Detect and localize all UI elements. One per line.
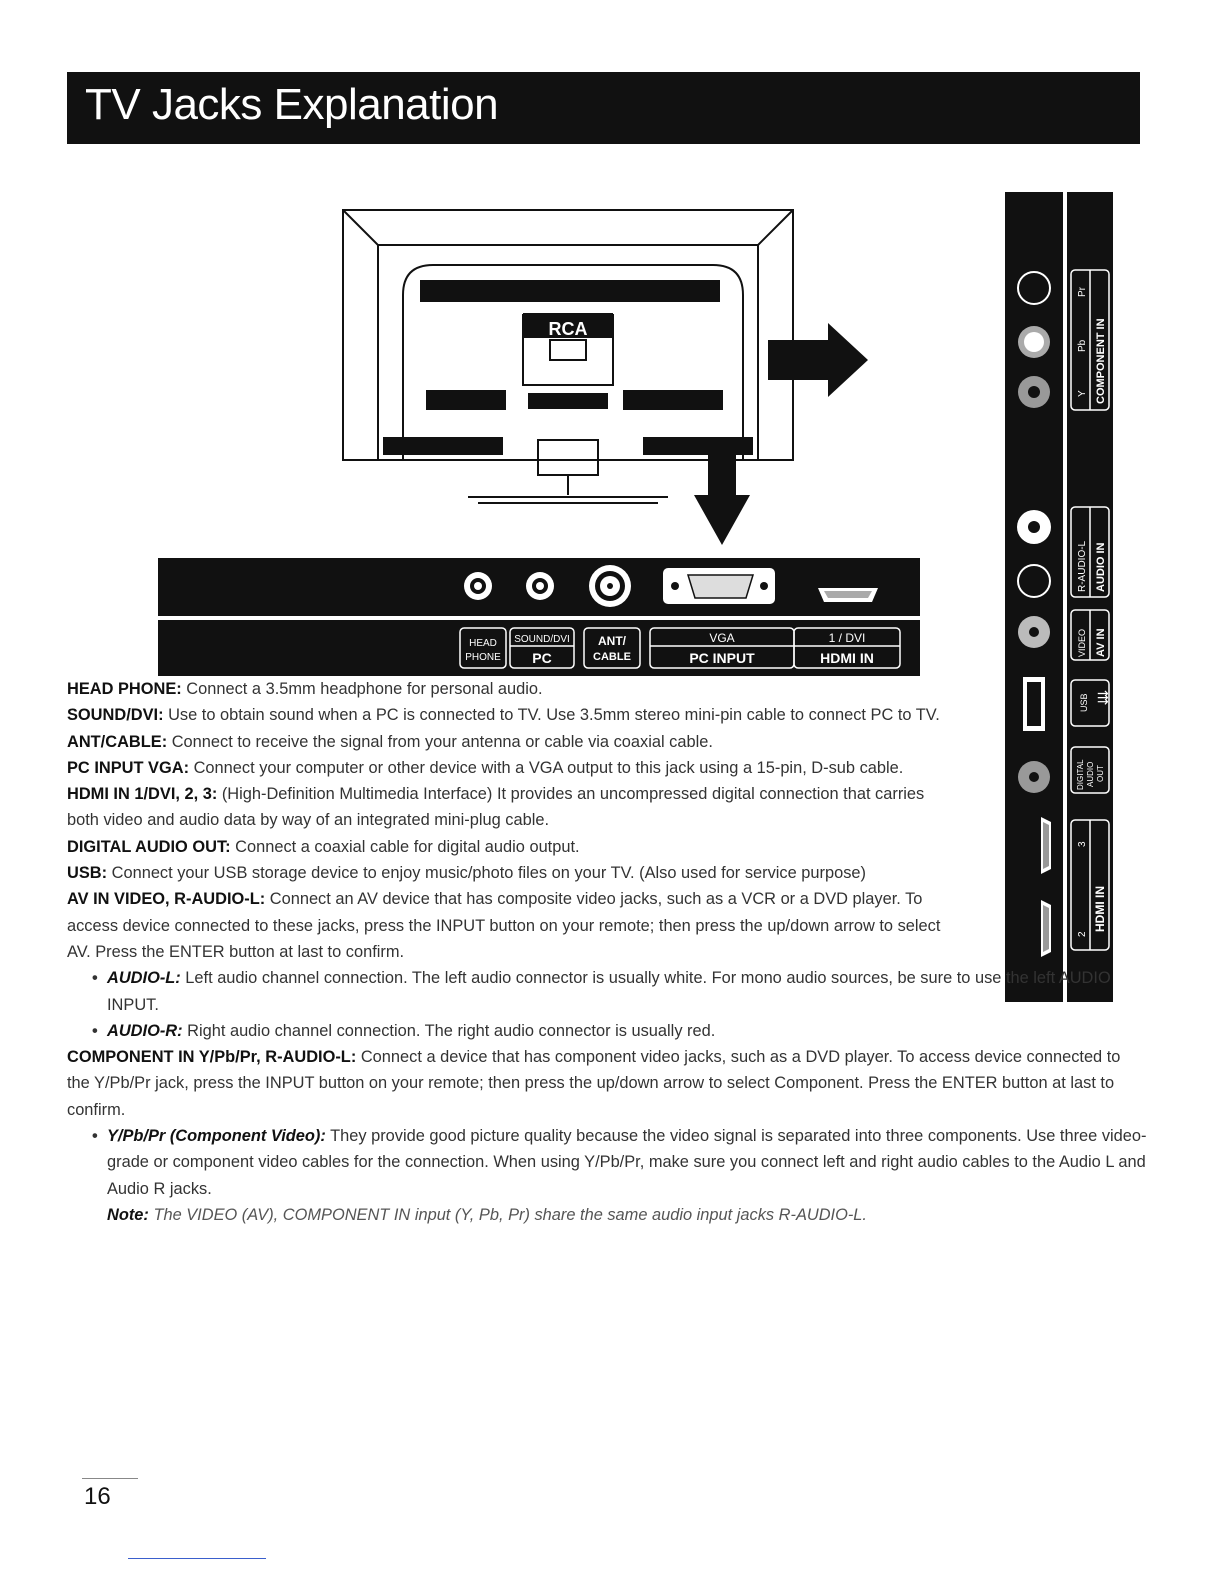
term-ypbpr: Y/Pb/Pr (Component Video): — [107, 1127, 326, 1146]
term-av-in: AV IN VIDEO, R-AUDIO-L: — [67, 890, 266, 909]
desc-ant-cable: Connect to receive the signal from your antenna or cable via coaxial cable. — [167, 732, 713, 751]
video-jack-icon — [1018, 616, 1050, 648]
desc-audio-l: Left audio channel connection. The left audio connector is usually white. For mono audio sources, be sure to use the left AUDIO INPUT. — [107, 969, 1111, 1014]
note-text: The VIDEO (AV), COMPONENT IN input (Y, Pb, Pr) share the same audio input jacks R-AUDIO-L. — [148, 1205, 867, 1224]
desc-usb: Connect your USB storage device to enjoy music/photo files on your TV. (Also used for service purpose) — [107, 864, 866, 883]
footer-link-rule — [128, 1558, 266, 1559]
vga-jack-icon — [663, 568, 775, 604]
desc-pc-input: Connect your computer or other device with a VGA output to this jack using a 15-pin, D-sub cable. — [189, 758, 904, 777]
page-number-rule — [82, 1478, 138, 1479]
arrow-right-icon — [768, 323, 868, 397]
y-label: Y — [1077, 390, 1088, 397]
side-hdmi-in-label: HDMI IN — [1093, 886, 1107, 932]
desc-component: Connect a device that has component video jacks, such as a DVD player. To access device connected to the Y/Pb/Pr jack, press the INPUT button on your remote; then press the up/down arrow to select Component. Press the ENTER button at last to confirm. — [67, 1048, 1121, 1119]
sound-dvi-jack-icon — [526, 572, 554, 600]
r-audio-l-label: R-AUDIO-L — [1077, 540, 1088, 592]
bullet-dot: • — [92, 1127, 98, 1146]
term-head-phone: HEAD PHONE: — [67, 680, 182, 698]
term-pc-input: PC INPUT VGA: — [67, 758, 190, 777]
head-label: HEAD — [469, 638, 497, 649]
hdmi-in-label: HDMI IN — [820, 650, 874, 666]
rca-logo: RCA — [548, 319, 588, 339]
title-bar — [67, 72, 1140, 144]
bullet-dot: • — [92, 969, 98, 988]
bullet-ypbpr — [67, 1123, 1147, 1202]
para-digital-audio — [67, 834, 947, 860]
pr-label: Pr — [1077, 287, 1088, 297]
out-label: OUT — [1096, 765, 1105, 782]
term-audio-l: AUDIO-L: — [107, 969, 181, 988]
page-number: 16 — [84, 1483, 111, 1510]
para-sound-dvi — [67, 702, 947, 728]
para-usb — [67, 860, 977, 886]
bullet-audio-l — [67, 965, 1147, 1018]
pb-label: Pb — [1077, 339, 1088, 352]
audio-r-jack-icon — [1017, 510, 1051, 544]
term-hdmi: HDMI IN 1/DVI, 2, 3: — [67, 785, 218, 804]
term-digital-audio: DIGITAL AUDIO OUT: — [67, 837, 231, 856]
bullet-audio-r — [67, 1018, 1147, 1044]
term-ant-cable: ANT/CABLE: — [67, 732, 168, 751]
audio-in-label: AUDIO IN — [1095, 542, 1107, 592]
desc-hdmi: (High-Definition Multimedia Interface) It provides an uncompressed digital connection that carries both video and audio data by way of an integrated mini-plug cable. — [67, 785, 925, 830]
ant-label: ANT/ — [598, 634, 626, 648]
usb-symbol-icon: ⇶ — [1097, 689, 1109, 705]
term-sound-dvi: SOUND/DVI: — [67, 706, 164, 725]
para-hdmi — [67, 781, 947, 834]
pc-input-label: PC INPUT — [689, 650, 755, 666]
term-component: COMPONENT IN Y/Pb/Pr, R-AUDIO-L: — [67, 1048, 357, 1067]
component-y-jack-icon — [1018, 376, 1050, 408]
para-component — [67, 1044, 1147, 1123]
note-label: Note: — [107, 1205, 149, 1224]
tv-rear-illustration — [338, 205, 878, 550]
bottom-jack-panel — [158, 558, 920, 676]
para-head-phone — [67, 676, 947, 702]
hdmi1-jack-icon — [818, 588, 878, 602]
para-ant-cable — [67, 729, 947, 755]
phone-label: PHONE — [465, 652, 501, 663]
component-pb-jack-icon — [1018, 326, 1050, 358]
hdmi2-number: 2 — [1077, 931, 1088, 937]
video-label: VIDEO — [1077, 628, 1087, 657]
digital-label: DIGITAL — [1076, 759, 1085, 790]
component-in-label: COMPONENT IN — [1095, 318, 1107, 404]
term-audio-r: AUDIO-R: — [107, 1021, 183, 1040]
para-av-in — [67, 886, 947, 965]
note — [67, 1202, 1147, 1228]
desc-audio-r: Right audio channel connection. The right audio connector is usually red. — [182, 1021, 716, 1040]
body-text — [67, 676, 1147, 1228]
term-usb: USB: — [67, 864, 108, 883]
audio-label: AUDIO — [1086, 761, 1095, 787]
vga-label: VGA — [709, 631, 735, 645]
desc-ypbpr: They provide good picture quality because the video signal is separated into three components. Use three video-grade or component video cables for the connection. When using Y/Pb/Pr, make sure you connect left and right audio cables to the Audio L and Audio R jacks. — [107, 1127, 1147, 1198]
page-title: TV Jacks Explanation — [85, 80, 499, 129]
para-pc-input — [67, 755, 947, 781]
desc-av-in: Connect an AV device that has composite video jacks, such as a VCR or a DVD player. To access device connected to these jacks, press the INPUT button on your remote; then press the up/down arrow to select AV. Press the ENTER button at last to confirm. — [67, 890, 941, 961]
desc-head-phone: Connect a 3.5mm headphone for personal audio. — [181, 680, 543, 698]
dvi-label: 1 / DVI — [828, 631, 866, 645]
usb-label: USB — [1079, 693, 1089, 712]
cable-label: CABLE — [593, 651, 631, 663]
pc-label: PC — [532, 650, 552, 666]
desc-sound-dvi: Use to obtain sound when a PC is connected to TV. Use 3.5mm stereo mini-pin cable to connect PC to TV. — [163, 706, 940, 725]
bullet-dot: • — [92, 1021, 98, 1040]
sound-dvi-label: SOUND/DVI — [514, 634, 570, 645]
headphone-jack-icon — [464, 572, 492, 600]
desc-digital-audio: Connect a coaxial cable for digital audio output. — [230, 837, 580, 856]
coax-jack-icon — [589, 565, 631, 607]
hdmi3-number: 3 — [1077, 841, 1088, 847]
av-in-label: AV IN — [1095, 628, 1107, 657]
